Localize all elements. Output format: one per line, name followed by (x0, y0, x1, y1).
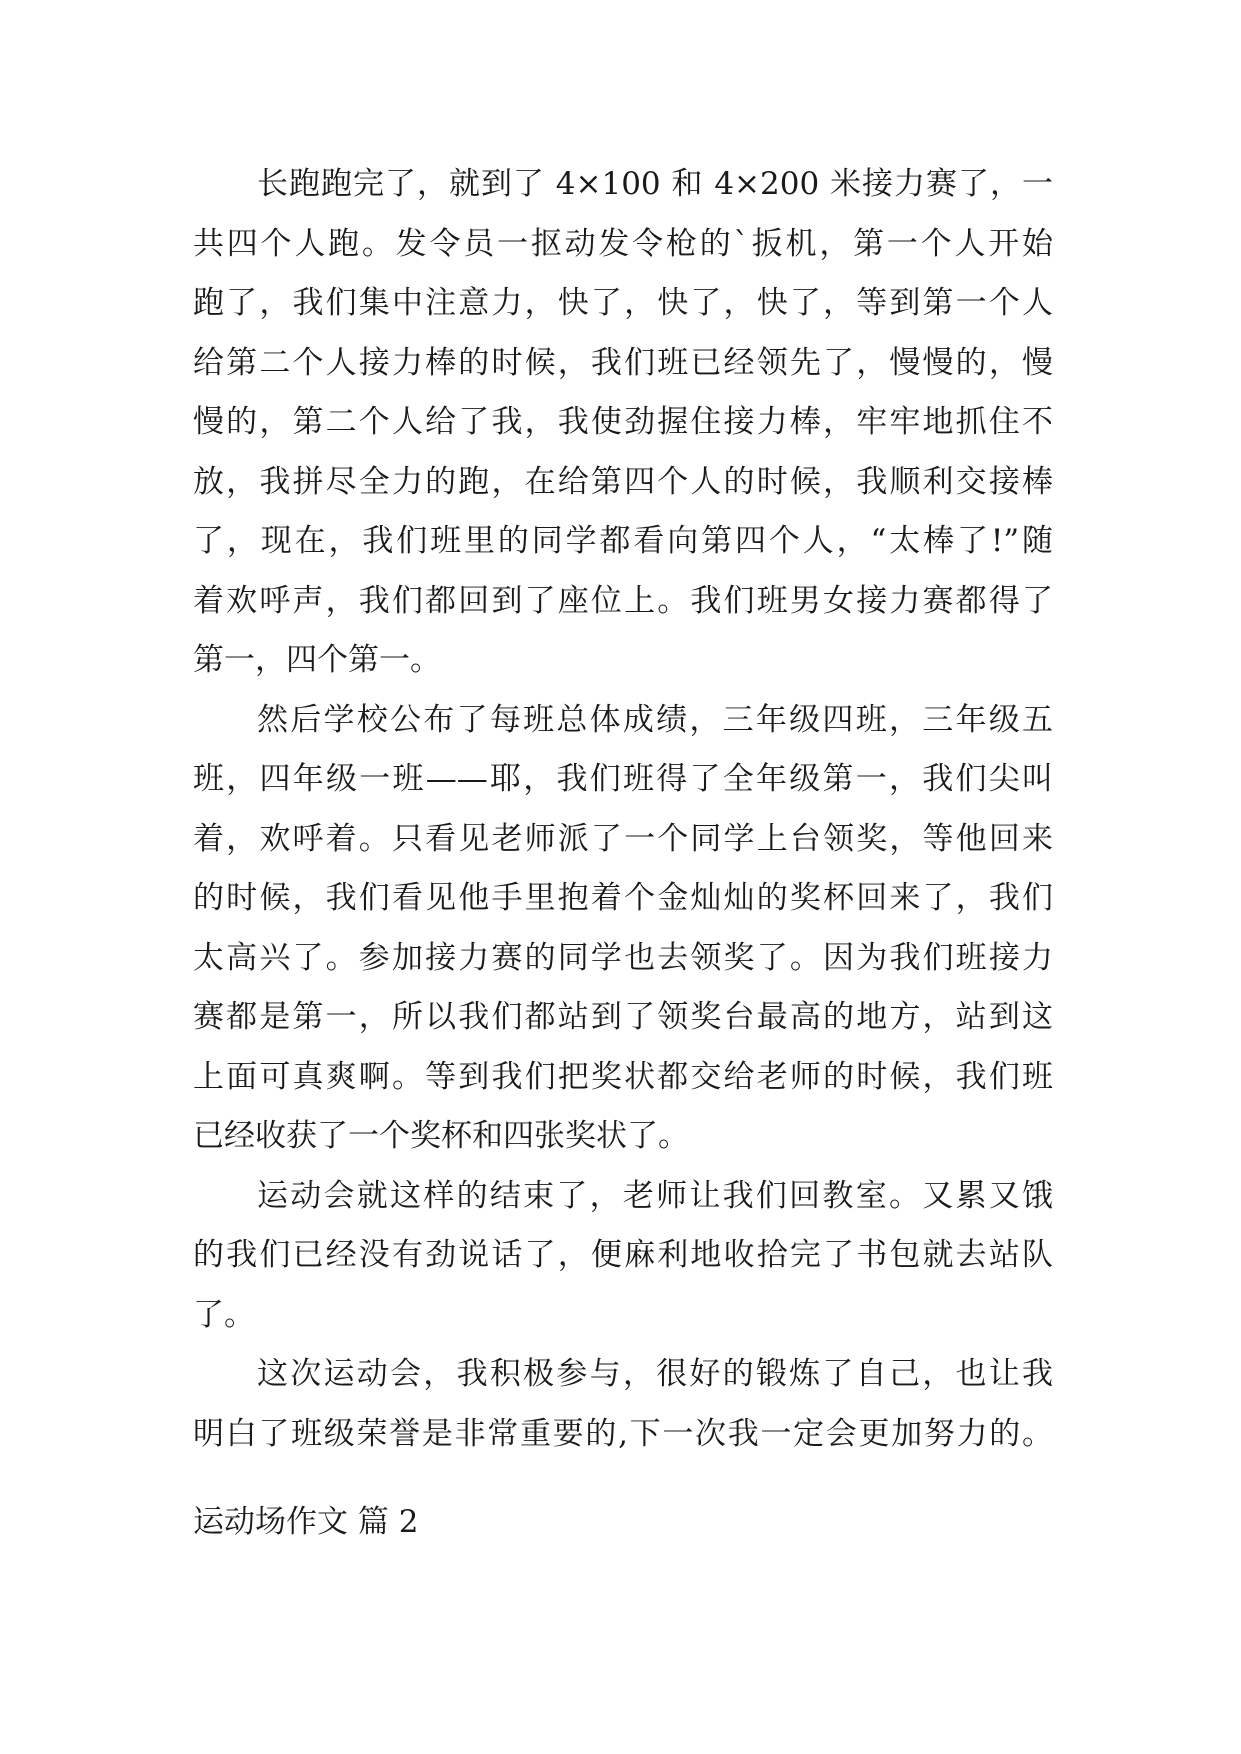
text-line: 着欢呼声，我们都回到了座位上。我们班男女接力赛都得了 (193, 582, 1053, 619)
text-line: 了，现在，我们班里的同学都看向第四个人，“太棒了!”随 (193, 523, 1053, 559)
text-line: 了。 (193, 1296, 255, 1333)
text-line: 长跑跑完了，就到了 4×100 和 4×200 米接力赛了，一 (257, 166, 1053, 202)
text-line: 赛都是第一，所以我们都站到了领奖台最高的地方，站到这 (193, 999, 1053, 1035)
text-line: 着，欢呼着。只看见老师派了一个同学上台领奖，等他回来 (193, 820, 1053, 857)
text-line: 太高兴了。参加接力赛的同学也去领奖了。因为我们班接力 (193, 939, 1053, 976)
text-line: 给第二个人接力棒的时候，我们班已经领先了，慢慢的，慢 (193, 344, 1053, 381)
text-line: 这次运动会，我积极参与，很好的锻炼了自己，也让我 (257, 1356, 1053, 1392)
text-line: 明白了班级荣誉是非常重要的,下一次我一定会更加努力的。 (193, 1415, 1053, 1452)
text-line: 放，我拼尽全力的跑，在给第四个人的时候，我顺利交接棒 (193, 463, 1053, 500)
text-line: 然后学校公布了每班总体成绩，三年级四班，三年级五 (257, 701, 1053, 738)
text-line: 已经收获了一个奖杯和四张奖状了。 (193, 1118, 689, 1154)
text-line: 的我们已经没有劲说话了，便麻利地收拾完了书包就去站队 (193, 1237, 1053, 1273)
text-line: 运动会就这样的结束了，老师让我们回教室。又累又饿 (257, 1177, 1053, 1214)
text-line: 跑了，我们集中注意力，快了，快了，快了，等到第一个人 (193, 285, 1053, 321)
text-line: 班，四年级一班——耶，我们班得了全年级第一，我们尖叫 (193, 761, 1053, 797)
text-line: 共四个人跑。发令员一抠动发令枪的`扳机，第一个人开始 (193, 225, 1053, 262)
article-body (193, 155, 1053, 1464)
text-line: 慢的，第二个人给了我，我使劲握住接力棒，牢牢地抓住不 (193, 404, 1053, 440)
text-line: 第一，四个第一。 (193, 642, 441, 678)
section-heading: 运动场作文 篇 2 (193, 1504, 419, 1540)
text-line: 上面可真爽啊。等到我们把奖状都交给老师的时候，我们班 (193, 1058, 1053, 1095)
text-line: 的时候，我们看见他手里抱着个金灿灿的奖杯回来了，我们 (193, 880, 1053, 916)
